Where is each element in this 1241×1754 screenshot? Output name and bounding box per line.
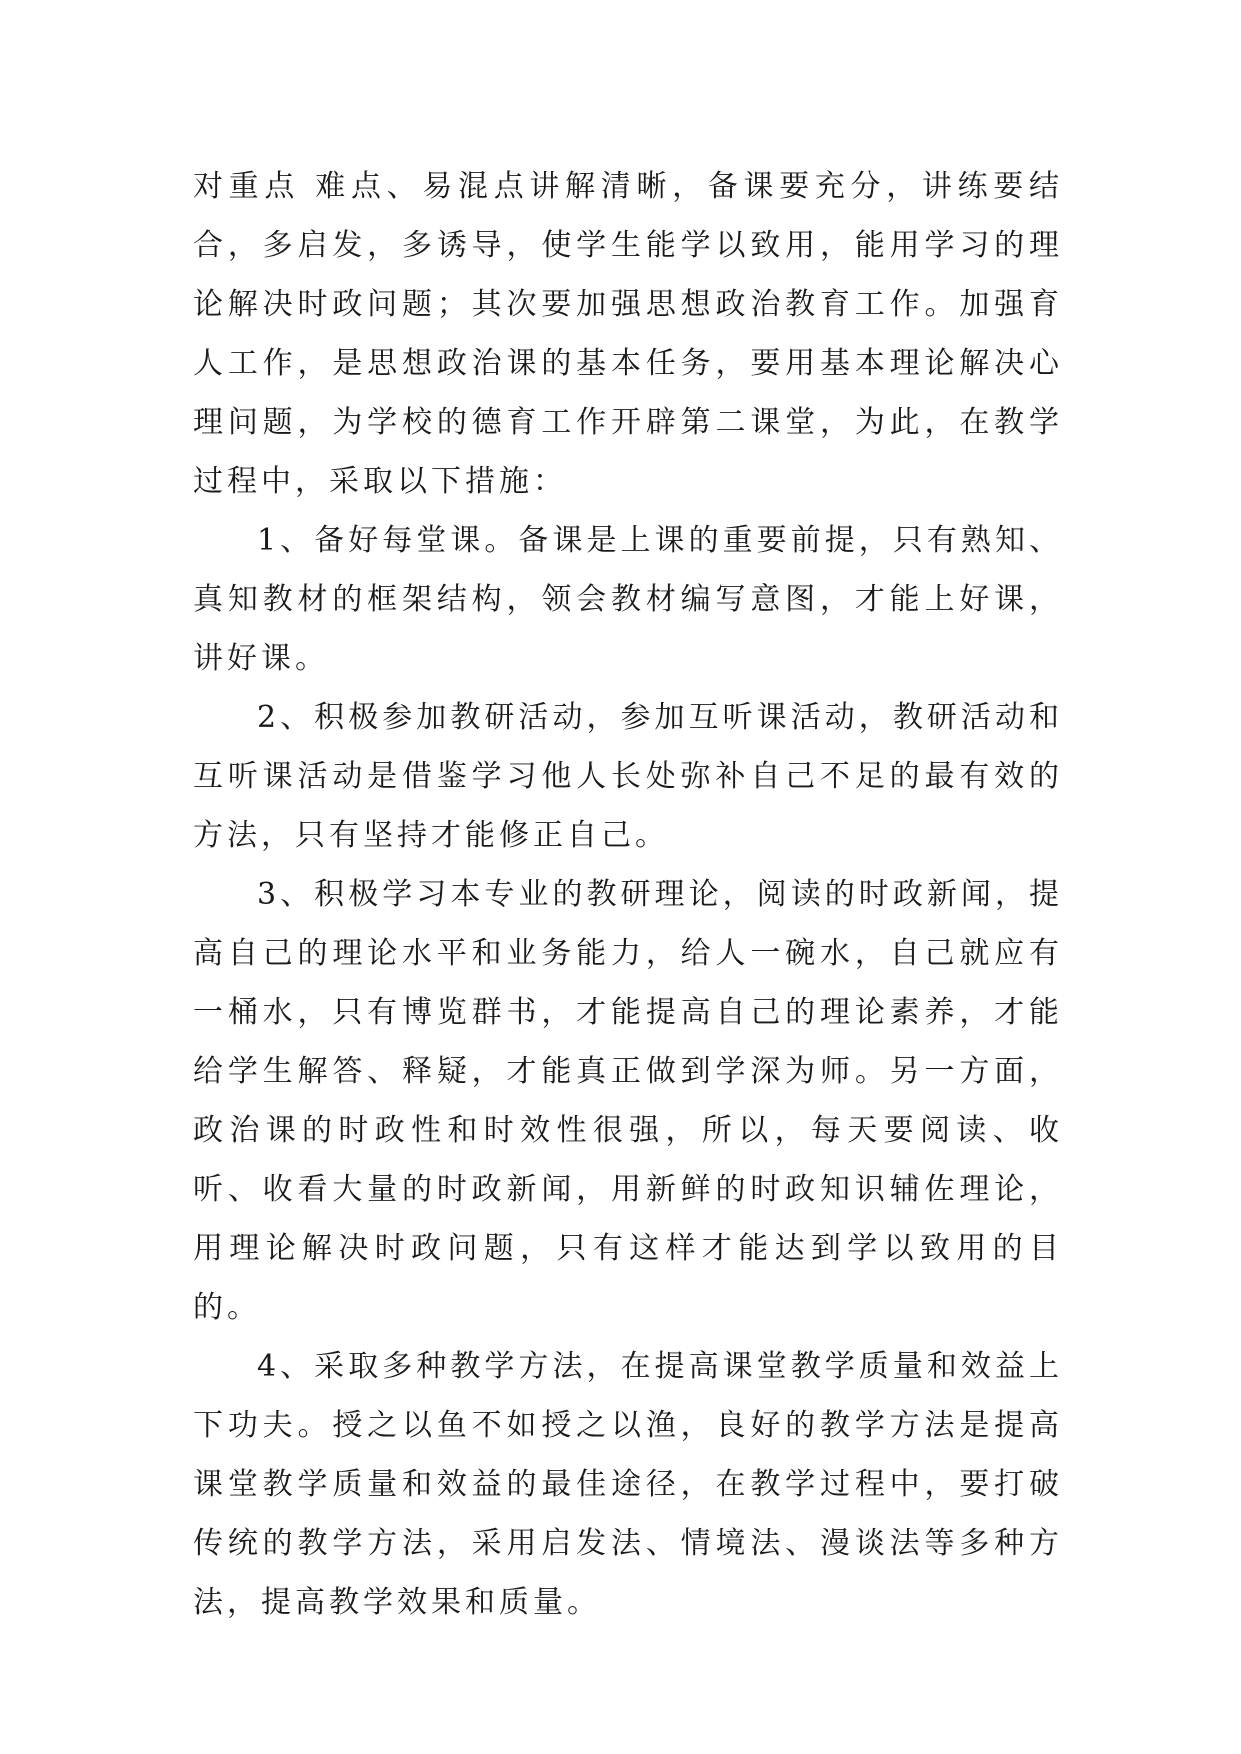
paragraph-item-3: 3、积极学习本专业的教研理论，阅读的时政新闻，提高自己的理论水平和业务能力，给人一碗水，自己就应有一桶水，只有博览群书，才能提高自己的理论素养，才能给学生解答、释疑，才能真正做到学深为师。另一方面，政治课的时政性和时效性很强，所以，每天要阅读、收听、收看大量的时政新闻，用新鲜的时政知识辅佐理论，用理论解决时政问题，只有这样才能达到学以致用的目的。 <box>193 877 1063 1325</box>
paragraph-item-1: 1、备好每堂课。备课是上课的重要前提，只有熟知、真知教材的框架结构，领会教材编写意图，才能上好课，讲好课。 <box>193 523 1063 676</box>
paragraph-intro: 对重点 难点、易混点讲解清晰，备课要充分，讲练要结合，多启发，多诱导，使学生能学以致用，能用学习的理论解决时政问题；其次要加强思想政治教育工作。加强育人工作，是思想政治课的基本任务，要用基本理论解决心理问题，为学校的德育工作开辟第二课堂，为此，在教学过程中，采取以下措施： <box>193 169 1063 499</box>
paragraph-item-2: 2、积极参加教研活动，参加互听课活动，教研活动和互听课活动是借鉴学习他人长处弥补自己不足的最有效的方法，只有坚持才能修正自己。 <box>193 700 1063 853</box>
document-body <box>193 157 1063 1632</box>
paragraph-item-4: 4、采取多种教学方法，在提高课堂教学质量和效益上下功夫。授之以鱼不如授之以渔，良好的教学方法是提高课堂教学质量和效益的最佳途径，在教学过程中，要打破传统的教学方法，采用启发法、情境法、漫谈法等多种方法，提高教学效果和质量。 <box>193 1349 1063 1620</box>
